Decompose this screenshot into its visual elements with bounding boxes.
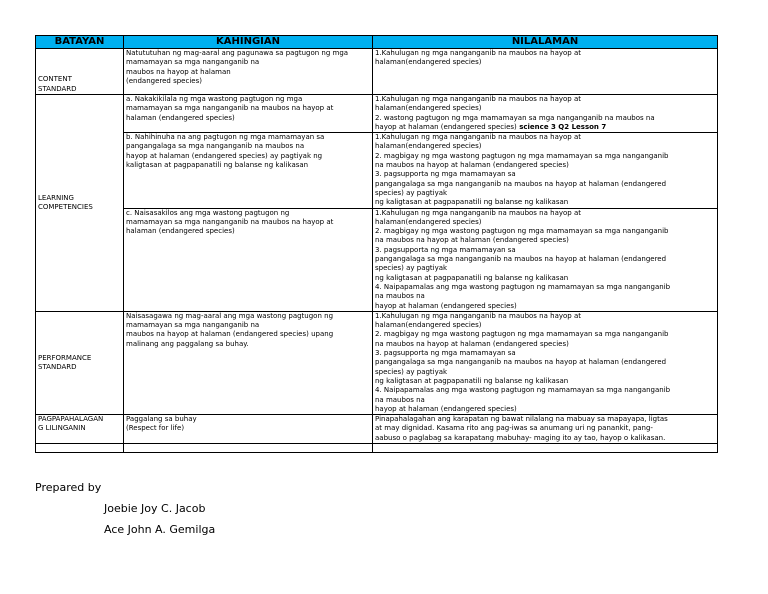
- empty-cell: [36, 444, 124, 453]
- learning-competencies-label: LEARNING COMPETENCIES: [36, 95, 124, 312]
- preparer-name: Ace John A. Gemilga: [104, 523, 216, 536]
- table-row: [36, 49, 718, 95]
- competency-c-kahingian: c. Naisasakilos ang mga wastong pagtugon ng mamamayan sa mga nanganganib na maubos na hayop at halaman (endangered species): [124, 208, 373, 311]
- prepared-by-label: Prepared by: [35, 481, 102, 494]
- pagpapahalagang-kahingian: Paggalang sa buhay (Respect for life): [124, 415, 373, 444]
- competency-b-nilalaman: 1.Kahulugan ng mga nanganganib na maubos na hayop at halaman(endangered species) 2. magbigay ng mga wastong pagtugon ng mga mamamayan sa mga nanganganib na maubos na hayop at halaman (endangered species) 3. pagsupporta ng mga mamamayan sa pangangalaga sa mga nanganganib na maubos na hayop at halaman (endangered species) ay pagtiyak ng kaligtasan at pagpapanatili ng balanse ng kalikasan: [373, 133, 718, 208]
- performance-standard-kahingian: Naisasagawa ng mag-aaral ang mga wastong pagtugon ng mamamayan sa mga nanganganib na maubos na hayop at halaman (endangered species) upang malinang ang paggalang sa buhay.: [124, 311, 373, 414]
- content-standard-label: CONTENT STANDARD: [36, 49, 124, 95]
- competency-a-nilalaman: [373, 95, 718, 133]
- lesson-plan-table: [35, 35, 718, 453]
- competency-a-nilalaman-text: 1.Kahulugan ng mga nanganganib na maubos na hayop at halaman(endangered species) 2. wastong pagtugon ng mga mamamayan sa mga nanganganib na maubos na hayop at halaman (endangered species): [375, 95, 655, 131]
- header-nilalaman: NILALAMAN: [373, 36, 718, 49]
- table-row: [36, 208, 718, 311]
- competency-b-kahingian: b. Nahihinuha na ang pagtugon ng mga mamamayan sa pangangalaga sa mga nanganganib na maubos na hayop at halaman (endangered species) ay pagtiyak ng kaligtasan at pagpapanatili ng balanse ng kalikasan: [124, 133, 373, 208]
- preparer-name: Joebie Joy C. Jacob: [104, 502, 206, 515]
- header-batayan: BATAYAN: [36, 36, 124, 49]
- table-row: [36, 415, 718, 444]
- table-row: [36, 133, 718, 208]
- header-kahingian: KAHINGIAN: [124, 36, 373, 49]
- empty-cell: [373, 444, 718, 453]
- content-standard-nilalaman: 1.Kahulugan ng mga nanganganib na maubos na hayop at halaman(endangered species): [373, 49, 718, 95]
- table-row: [36, 311, 718, 414]
- competency-c-nilalaman: 1.Kahulugan ng mga nanganganib na maubos na hayop at halaman(endangered species) 2. magbigay ng mga wastong pagtugon ng mga mamamayan sa mga nanganganib na maubos na hayop at halaman (endangered species) 3. pagsupporta ng mga mamamayan sa pangangalaga sa mga nanganganib na maubos na hayop at halaman (endangered species) ay pagtiyak ng kaligtasan at pagpapanatili ng balanse ng kalikasan 4. Naipapamalas ang mga wastong pagtugon ng mamamayan sa mga nanganganib na maubos na hayop at halaman (endangered species): [373, 208, 718, 311]
- empty-table-row: [36, 444, 718, 453]
- content-standard-kahingian: Natututuhan ng mag-aaral ang pagunawa sa pagtugon ng mga mamamayan sa mga nanganganib na maubos na hayop at halaman (endangered species): [124, 49, 373, 95]
- lesson-reference: science 3 Q2 Lesson 7: [516, 122, 607, 131]
- performance-standard-nilalaman: 1.Kahulugan ng mga nanganganib na maubos na hayop at halaman(endangered species) 2. magbigay ng mga wastong pagtugon ng mga mamamayan sa mga nanganganib na maubos na hayop at halaman (endangered species) 3. pagsupporta ng mga mamamayan sa pangangalaga sa mga nanganganib na maubos na hayop at halaman (endangered species) ay pagtiyak ng kaligtasan at pagpapanatili ng balanse ng kalikasan 4. Naipapamalas ang mga wastong pagtugon ng mamamayan sa mga nanganganib na maubos na hayop at halaman (endangered species): [373, 311, 718, 414]
- performance-standard-label: PERFORMANCE STANDARD: [36, 311, 124, 414]
- table-header-row: [36, 36, 718, 49]
- competency-a-kahingian: a. Nakakikilala ng mga wastong pagtugon ng mga mamamayan sa mga nanganganib na maubos na hayop at halaman (endangered species): [124, 95, 373, 133]
- pagpapahalagang-label: PAGPAPAHALAGAN G LILINGANIN: [36, 415, 124, 444]
- table-row: [36, 95, 718, 133]
- empty-cell: [124, 444, 373, 453]
- pagpapahalagang-nilalaman: Pinapahalagahan ang karapatan ng bawat nilalang na mabuay sa mapayapa, ligtas at may dignidad. Kasama rito ang pag-iwas sa anumang uri ng panankit, pang- aabuso o paglabag sa karapatang mabuhay- maging ito ay tao, hayop o kalikasan.: [373, 415, 718, 444]
